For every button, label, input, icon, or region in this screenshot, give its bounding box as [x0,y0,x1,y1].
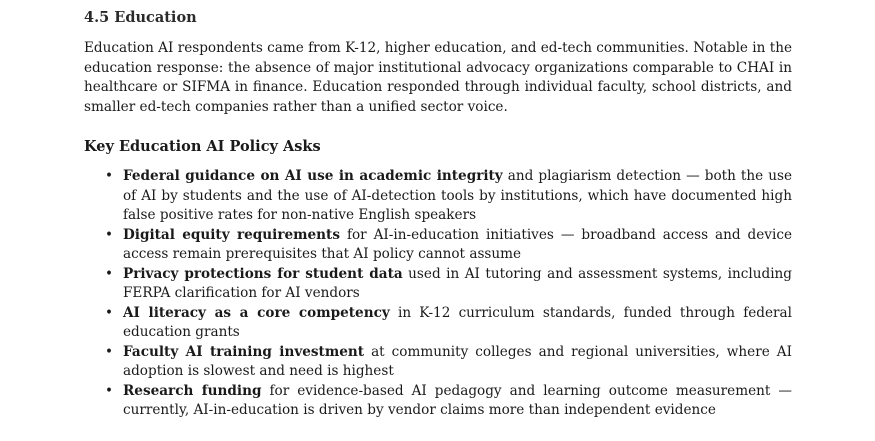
ask-title: Digital equity requirements [123,226,340,243]
bullet-icon: • [105,265,114,282]
bullet-icon: • [105,168,114,184]
bullet-icon: • [105,343,114,360]
list-item [84,226,792,265]
list-item [84,382,792,421]
asks-heading: Key Education AI Policy Asks [84,138,321,155]
document-page [84,8,792,421]
ask-text: for AI-in-education initiatives — broadband access and device access remain prerequisites that AI policy cannot assume [123,226,792,262]
list-item [84,343,792,382]
section-paragraph: Education AI respondents came from K-12, higher education, and ed-tech communities. Notable in the education response: the absence of major institutional advocacy organizations comparable to CHAI in healthcare or SIFMA in finance. Education responded through individual faculty, school districts, and smaller ed-tech companies rather than a unified sector voice. [84,40,792,115]
section-heading: 4.5 Education [84,9,197,26]
asks-list [84,167,792,421]
ask-text: and plagiarism detection — both the use of AI by students and the use of AI-detection tools by institutions, which have documented high false positive rates for non-native English speakers [123,168,792,223]
ask-title: Privacy protections for student data [123,265,403,282]
ask-title: Faculty AI training investment [123,343,365,360]
ask-text: at community colleges and regional universities, where AI adoption is slowest and need is highest [123,343,792,379]
ask-text: used in AI tutoring and assessment systems, including FERPA clarification for AI vendors [123,265,792,301]
list-item [84,304,792,343]
ask-text: for evidence-based AI pedagogy and learning outcome measurement — currently, AI-in-education is driven by vendor claims more than independent evidence [123,382,792,418]
ask-title: AI literacy as a core competency [123,304,390,321]
list-item [84,265,792,304]
bullet-icon: • [105,226,114,243]
ask-title: Federal guidance on AI use in academic integrity [123,168,503,184]
ask-title: Research funding [123,382,262,399]
bullet-icon: • [105,382,114,399]
ask-text: in K-12 curriculum standards, funded through federal education grants [123,304,792,340]
bullet-icon: • [105,304,114,321]
list-item [84,167,792,226]
